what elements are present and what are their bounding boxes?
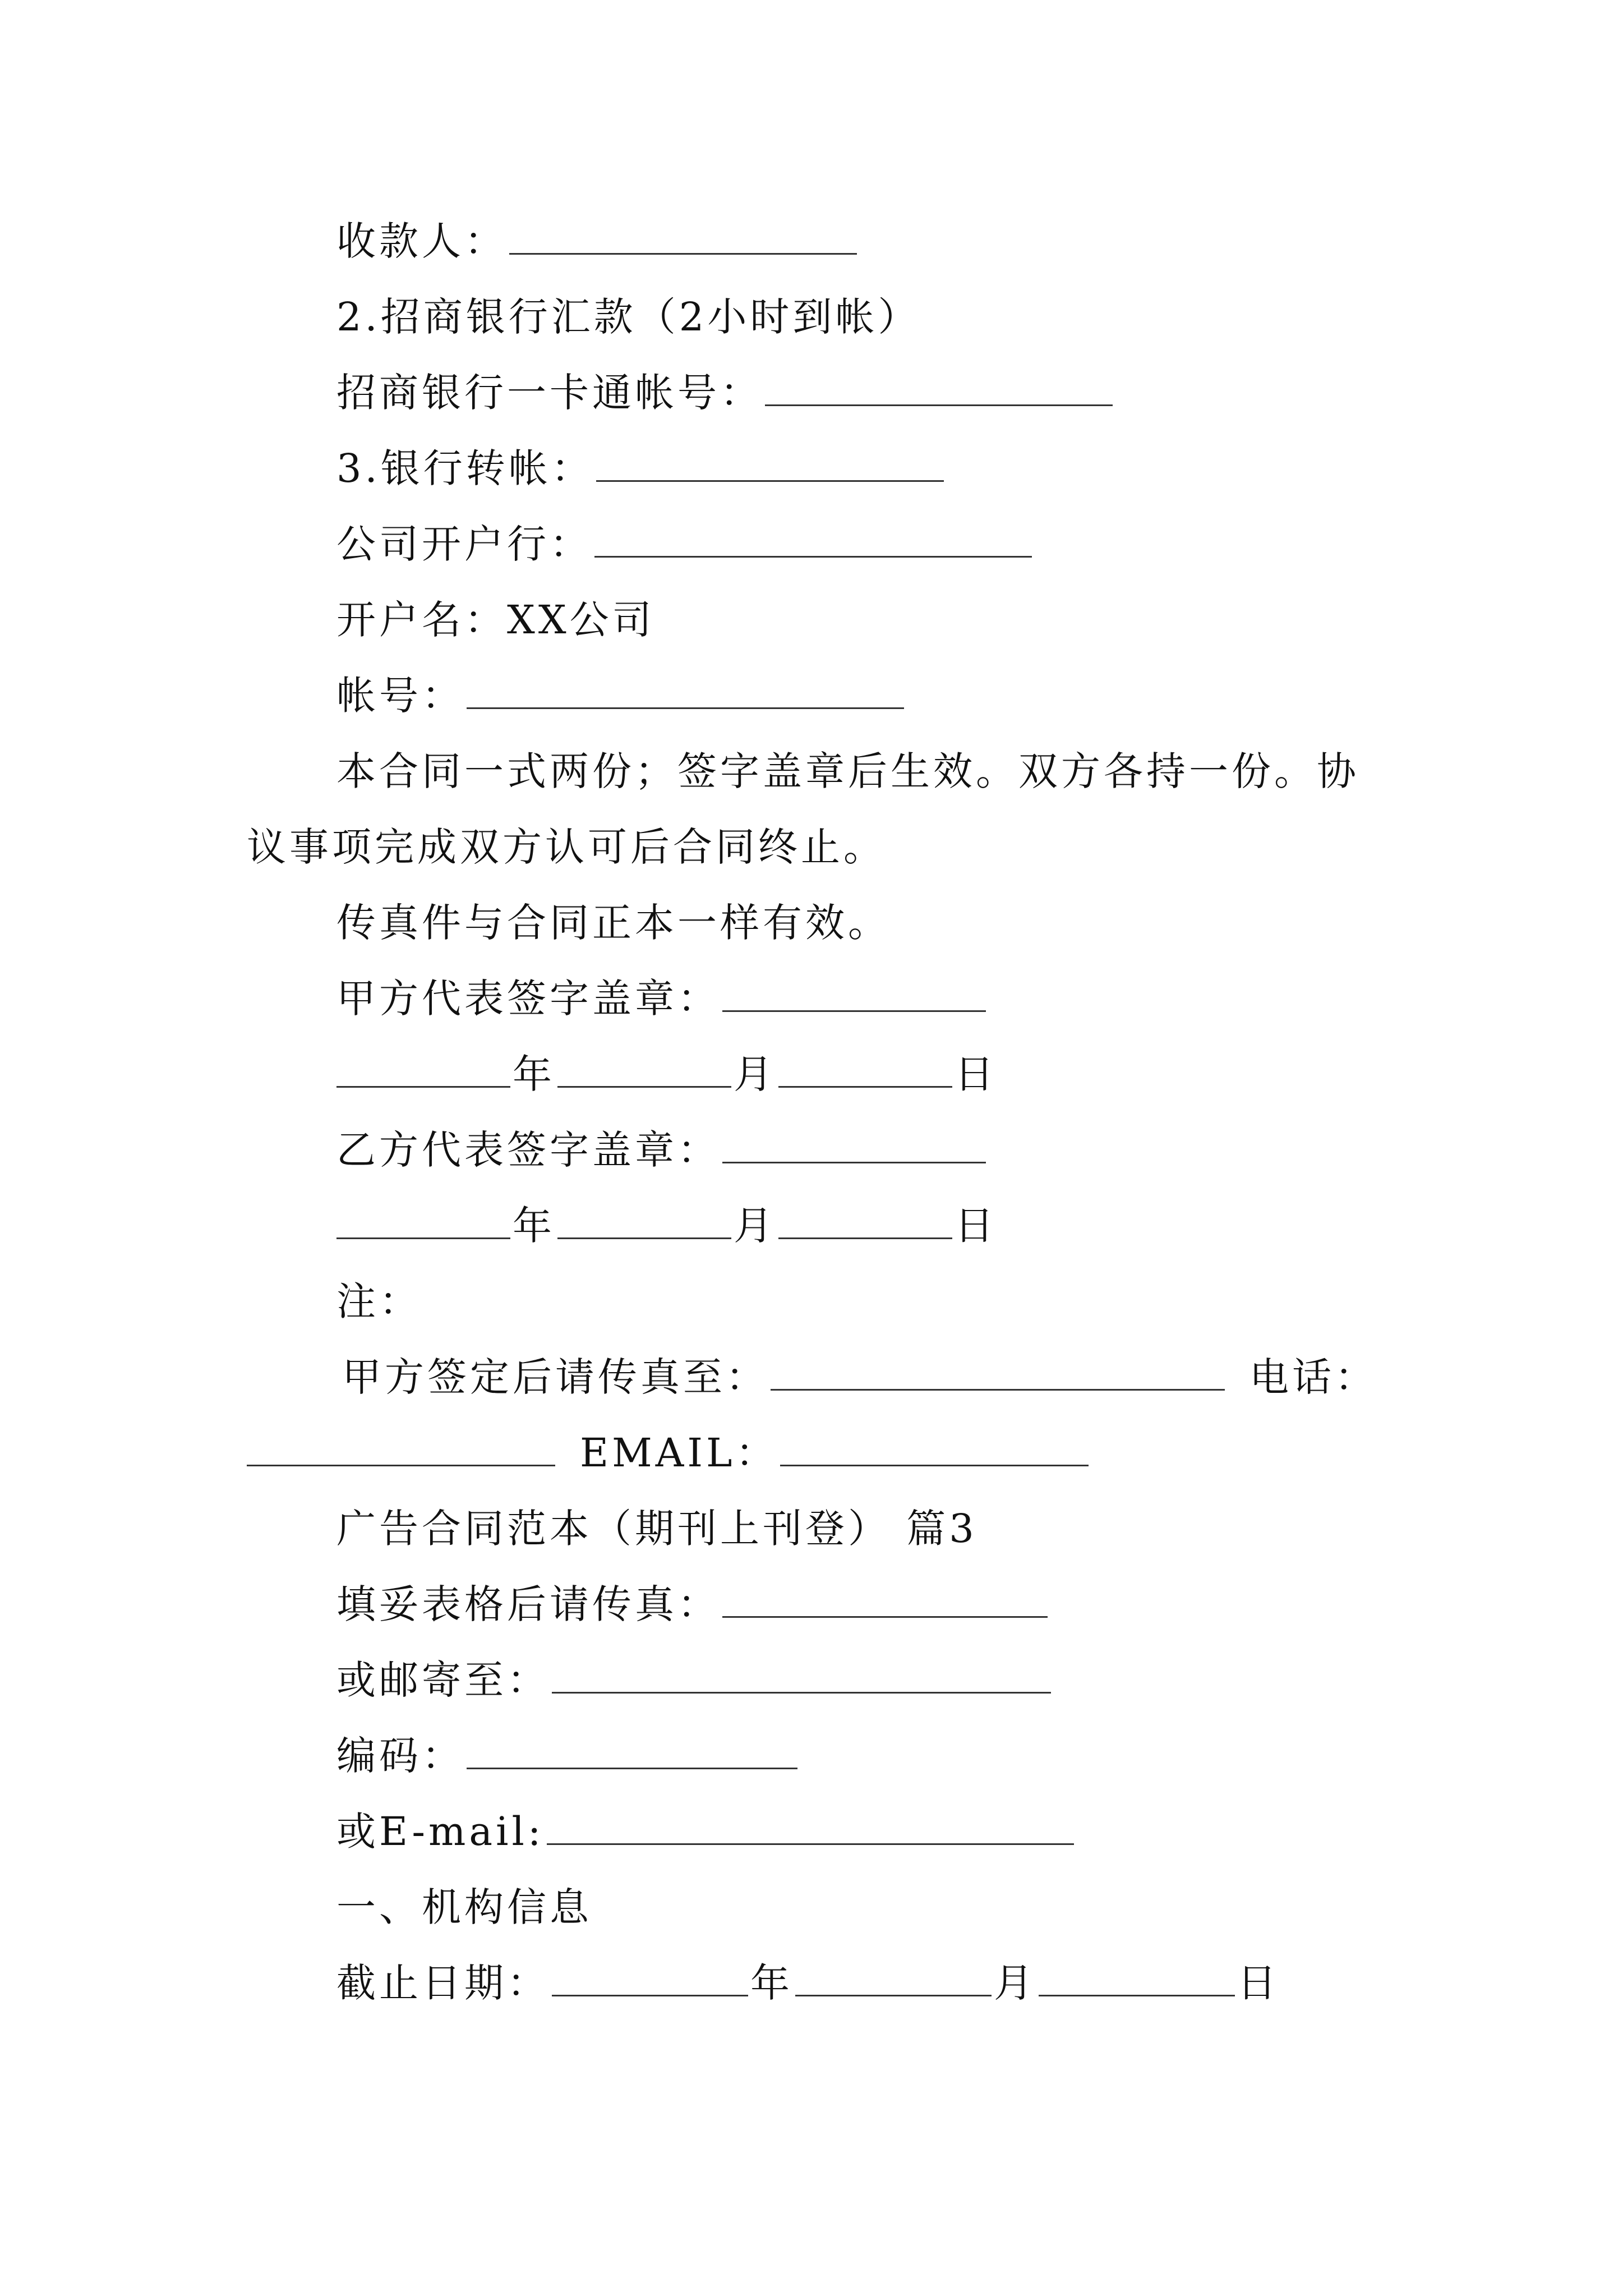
email-label: EMAIL： [580, 1430, 778, 1476]
month-label: 月 [734, 1051, 776, 1097]
month-label: 月 [734, 1203, 776, 1249]
email2-blank [547, 1815, 1074, 1845]
fax-valid-line: 传真件与合同正本一样有效。 [336, 900, 891, 946]
party-b-sign-label: 乙方代表签字盖章： [336, 1127, 720, 1173]
postcode-line [336, 1731, 800, 1781]
party-a-fax-label: 甲方签定后请传真至： [342, 1354, 768, 1400]
phone-label: 电话： [1249, 1354, 1377, 1400]
contract-copies-line-1: 本合同一式两份；签字盖章后生效。双方各持一份。协 [336, 748, 1359, 794]
phone-email-line [247, 1428, 1091, 1478]
account-no-blank [467, 679, 904, 709]
year-label: 年 [750, 1960, 793, 2006]
party-a-year-blank [336, 1058, 510, 1088]
year-label: 年 [513, 1203, 555, 1249]
email-blank [780, 1437, 1089, 1466]
party-a-sign-label: 甲方代表签字盖章： [336, 976, 720, 1022]
day-label: 日 [1237, 1960, 1280, 2006]
bank-transfer-line [336, 443, 946, 494]
mail-to-blank [552, 1664, 1051, 1694]
party-a-fax-blank [771, 1361, 1225, 1391]
payee-line [336, 216, 859, 266]
party-a-date-line [336, 1049, 997, 1099]
day-label: 日 [955, 1203, 997, 1249]
payee-label: 收款人： [336, 218, 507, 264]
mail-to-label: 或邮寄至： [336, 1657, 550, 1703]
bank-transfer-blank [596, 452, 944, 482]
note-line: 注： [336, 1278, 422, 1324]
account-name-line: 开户名：XX公司 [336, 597, 655, 643]
company-bank-line [336, 519, 1034, 569]
phone-blank [247, 1437, 555, 1466]
party-a-day-blank [778, 1058, 952, 1088]
party-b-day-blank [778, 1209, 952, 1239]
fill-fax-blank [722, 1588, 1048, 1618]
party-a-month-blank [557, 1058, 731, 1088]
deadline-line [336, 1958, 1280, 2008]
fill-fax-label: 填妥表格后请传真： [336, 1581, 720, 1627]
account-no-label: 帐号： [336, 673, 464, 719]
payee-blank [509, 225, 857, 255]
party-a-fax-line [342, 1352, 1377, 1402]
company-bank-label: 公司开户行： [336, 521, 592, 567]
bank-transfer-label: 3.银行转帐： [336, 445, 594, 491]
deadline-day-blank [1039, 1967, 1235, 1996]
party-b-date-line [336, 1200, 997, 1251]
contract-copies-line-2: 议事项完成双方认可后合同终止。 [247, 824, 886, 870]
party-b-sign-blank [722, 1134, 986, 1163]
deadline-label: 截止日期： [336, 1960, 550, 2006]
section-title: 广告合同范本（期刊上刊登） 篇3 [336, 1506, 978, 1552]
org-info-title: 一、机构信息 [336, 1884, 592, 1930]
party-a-sign-blank [722, 982, 986, 1012]
company-bank-blank [594, 528, 1032, 558]
cmb-remit-line: 2.招商银行汇款（2小时到帐） [336, 294, 921, 340]
party-b-year-blank [336, 1209, 510, 1239]
cmb-card-blank [765, 376, 1113, 406]
email2-label: 或E-mail: [336, 1809, 545, 1855]
party-b-month-blank [557, 1209, 731, 1239]
deadline-month-blank [795, 1967, 992, 1996]
fill-fax-line [336, 1579, 1050, 1630]
mail-to-line [336, 1655, 1053, 1705]
day-label: 日 [955, 1051, 997, 1097]
postcode-blank [467, 1740, 797, 1769]
email2-line [336, 1806, 1076, 1857]
cmb-card-line [336, 367, 1115, 418]
deadline-year-blank [552, 1967, 748, 1996]
cmb-card-label: 招商银行一卡通帐号： [336, 370, 763, 416]
account-no-line [336, 670, 906, 721]
party-b-sign-line [336, 1125, 988, 1175]
month-label: 月 [994, 1960, 1036, 2006]
year-label: 年 [513, 1051, 555, 1097]
postcode-label: 编码： [336, 1733, 464, 1779]
party-a-sign-line [336, 973, 988, 1024]
